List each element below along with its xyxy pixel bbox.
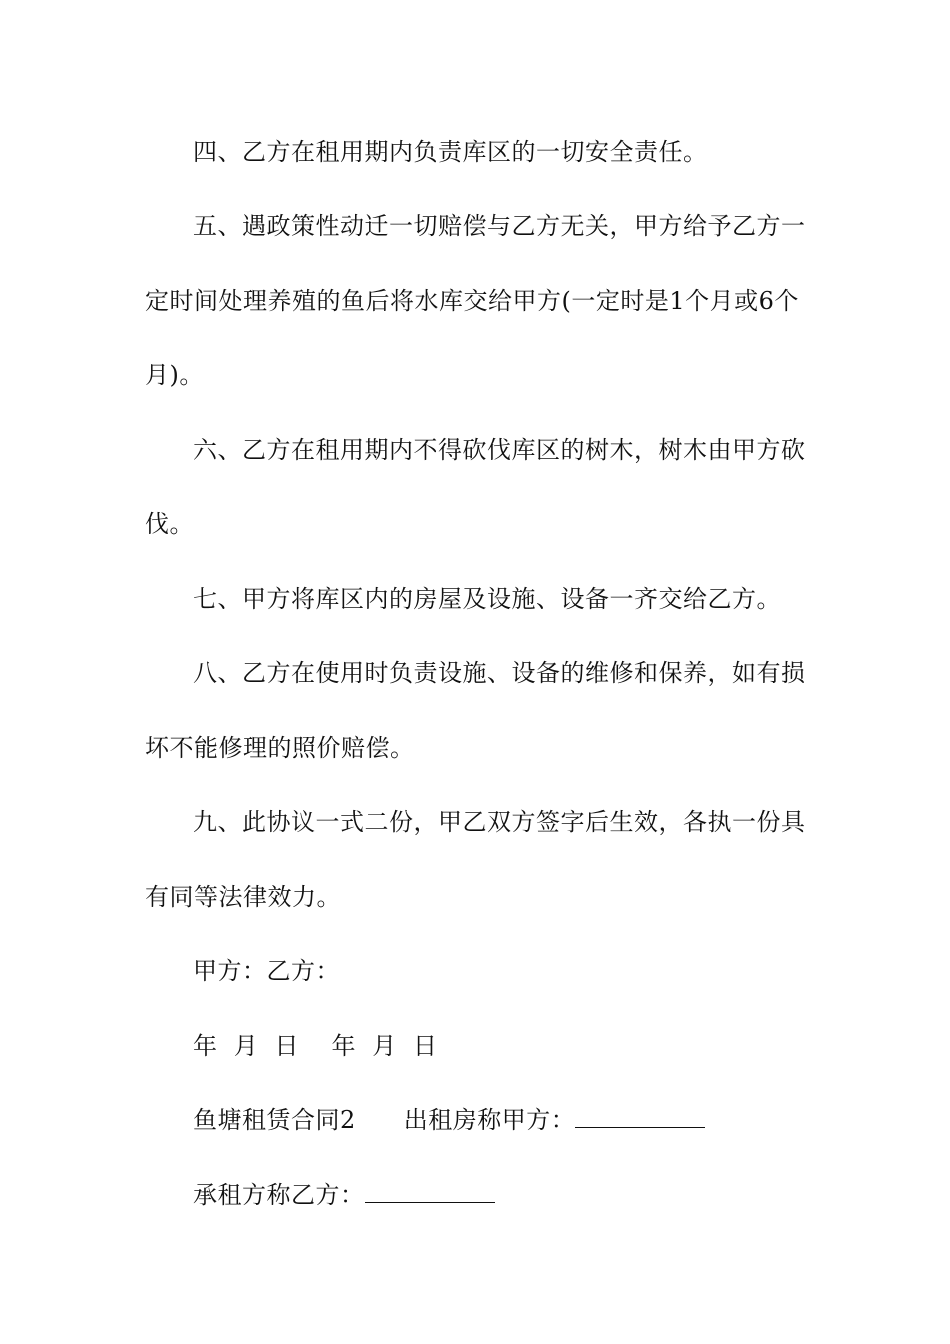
lessor-blank-line: [575, 1105, 705, 1128]
clause-9-line-2: 有同等法律效力。: [145, 883, 341, 911]
clause-5-line-1: 五、遇政策性动迁一切赔偿与乙方无关，甲方给予乙方一: [193, 212, 806, 240]
clause-5-line-3: 月)。: [145, 361, 204, 389]
contract-2-title: 鱼塘租赁合同2: [193, 1106, 356, 1134]
clause-8-line-2: 坏不能修理的照价赔偿。: [145, 734, 415, 762]
contract-2-header-line: [193, 1104, 863, 1136]
clause-6-line-2: 伐。: [145, 510, 194, 538]
lessee-label: 承租方称乙方：: [193, 1181, 365, 1209]
clause-4: 四、乙方在租用期内负责库区的一切安全责任。: [193, 138, 708, 166]
signature-parties: 甲方：乙方：: [193, 957, 340, 985]
lessee-line: [193, 1179, 863, 1211]
clause-5-line-2: 定时间处理养殖的鱼后将水库交给甲方(一定时是1个月或6个: [145, 287, 799, 315]
clause-8-line-1: 八、乙方在使用时负责设施、设备的维修和保养，如有损: [193, 659, 806, 687]
lessee-blank-line: [365, 1180, 495, 1203]
clause-6-line-1: 六、乙方在租用期内不得砍伐库区的树木，树木由甲方砍: [193, 436, 806, 464]
signature-dates: 年 月 日 年 月 日: [193, 1032, 438, 1060]
lessor-label: 出租房称甲方：: [403, 1106, 576, 1134]
clause-7: 七、甲方将库区内的房屋及设施、设备一齐交给乙方。: [193, 585, 781, 613]
clause-9-line-1: 九、此协议一式二份，甲乙双方签字后生效，各执一份具: [193, 808, 806, 836]
